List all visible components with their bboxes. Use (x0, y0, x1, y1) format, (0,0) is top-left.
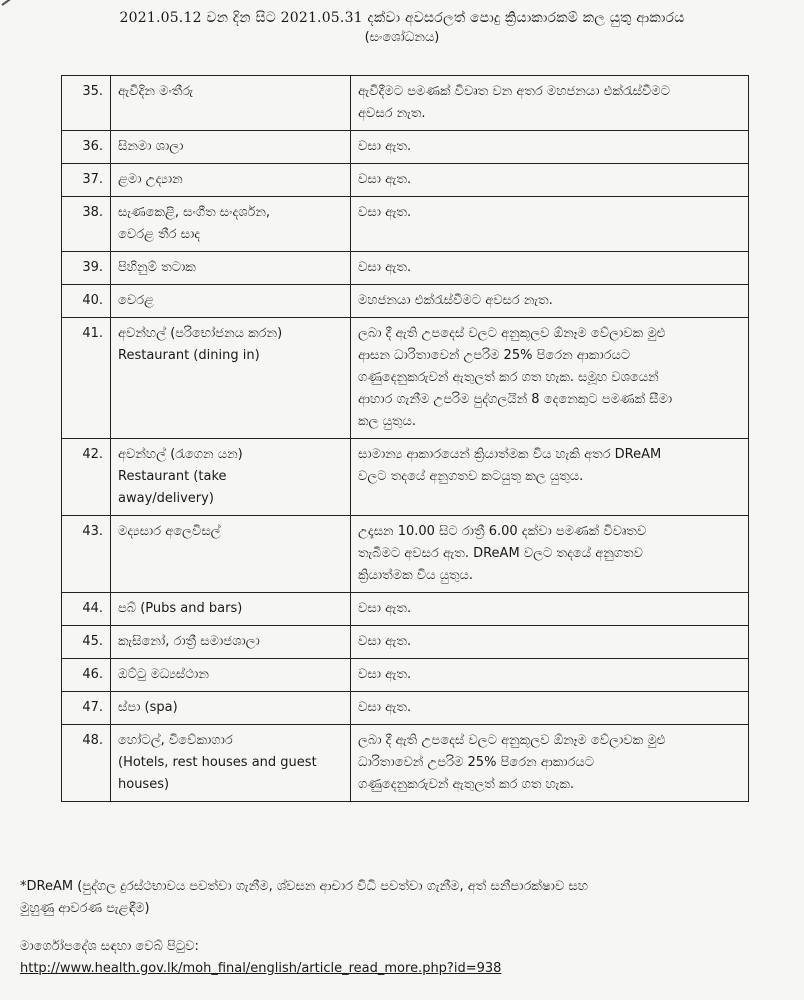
row-number: 41. (62, 318, 111, 439)
rule-text: සාමාන්‍ය ආකාරයෙන් ක්‍රියාත්මක විය හැකි අතර DReAM (358, 447, 662, 462)
row-number: 38. (62, 197, 111, 252)
guidelines-link[interactable]: http://www.health.gov.lk/moh_final/english/article_read_more.php?id=938 (20, 961, 502, 976)
rule-cell (351, 659, 749, 692)
sector-text: අවන්හල් (රැගෙන යන) (118, 447, 243, 462)
rule-text: වසා ඇත. (358, 260, 412, 275)
rule-cell (351, 131, 749, 164)
row-number: 36. (62, 131, 111, 164)
row-number: 45. (62, 626, 111, 659)
rule-cell (351, 285, 749, 318)
row-number: 40. (62, 285, 111, 318)
sector-text: Restaurant (take (118, 469, 227, 484)
rule-text: ලබා දී ඇති උපදෙස් වලට අනුකූලව ඕනෑම වේලාවක මුළු (358, 733, 666, 748)
rule-text: ගණුදෙනුකරුවන් ඇතුලත් කර ගත හැක. සමූහ වශයෙන් (358, 370, 659, 385)
corner-mark (1, 0, 20, 6)
row-number: 37. (62, 164, 111, 197)
rule-text: ඇවිදීමට පමණක් විවෘත වන අතර මහජනයා එක්රැස්වීමට (358, 84, 670, 99)
table-row (62, 131, 749, 164)
rule-cell (351, 164, 749, 197)
table-row (62, 318, 749, 439)
guidelines-section (20, 936, 501, 980)
footnote-line-2: මුහුණු ආවරණ පැළඳීම) (20, 901, 150, 916)
rule-text: වසා ඇත. (358, 172, 412, 187)
rule-text: වලට තදයේ අනුගතව කටයුතු කල යුතුය. (358, 469, 584, 484)
sector-text: හෝටල්, විවේකාගාර (118, 733, 233, 748)
sector-text: ළමා උද්‍යාන (118, 172, 183, 187)
rule-cell (351, 516, 749, 593)
rule-text: ධාරිතාවෙන් උපරිම 25% පිරෙන ආකාරයට (358, 755, 595, 770)
row-number: 39. (62, 252, 111, 285)
row-number: 46. (62, 659, 111, 692)
rule-text: වසා ඇත. (358, 634, 412, 649)
table-row (62, 659, 749, 692)
sector-cell (111, 164, 351, 197)
sector-cell (111, 197, 351, 252)
rule-text: වසා ඇත. (358, 601, 412, 616)
page-title: 2021.05.12 වන දින සිට 2021.05.31 දක්වා අවසරලත් පොදු ක්‍රියාකාරකම් කල යුතු ආකාරය (119, 10, 685, 26)
sector-cell (111, 516, 351, 593)
sector-text: අවන්හල් (පරිභෝජනය කරන) (118, 326, 283, 341)
rule-cell (351, 318, 749, 439)
page-subtitle: (සංශෝධනය) (364, 30, 440, 45)
rule-text: වසා ඇත. (358, 700, 412, 715)
sector-cell (111, 318, 351, 439)
row-number: 44. (62, 593, 111, 626)
table-row (62, 197, 749, 252)
rule-text: වසා ඇත. (358, 139, 412, 154)
sector-text: පිහිනුම් තටාක (118, 260, 196, 275)
rule-cell (351, 252, 749, 285)
row-number: 42. (62, 439, 111, 516)
table-row (62, 76, 749, 131)
activity-rules-table (61, 75, 749, 802)
row-number: 48. (62, 725, 111, 802)
rule-text: තැබීමට අවසර ඇත. DReAM වලට තදයේ අනුගතව (358, 546, 643, 561)
rule-cell (351, 692, 749, 725)
rule-text: මහජනයා එක්රැස්වීමට අවසර නැත. (358, 293, 553, 308)
table-row (62, 516, 749, 593)
sector-text: ඇවිදින මංතීරු (118, 84, 194, 99)
rule-text: අවසර නැත. (358, 106, 426, 121)
rule-text: ගණුදෙනුකරුවන් ඇතුලත් කර ගත හැක. (358, 777, 575, 792)
table-row (62, 164, 749, 197)
sector-text: කැසිනෝ, රාත්‍රී සමාජශාලා (118, 634, 260, 649)
rule-text: ක්‍රියාත්මක විය යුතුය. (358, 568, 473, 583)
sector-text: houses) (118, 777, 170, 792)
rule-text: ලබා දී ඇති උපදෙස් වලට අනුකූලව ඕනෑම වේලාවක මුළු (358, 326, 666, 341)
sector-text: මද්‍යසාර අලෙවිසල් (118, 524, 221, 539)
rule-cell (351, 76, 749, 131)
rule-cell (351, 626, 749, 659)
table-row (62, 252, 749, 285)
sector-cell (111, 285, 351, 318)
sector-text: වෙරළ තීර සාද (118, 227, 201, 242)
rule-text: උදෑසන 10.00 සිට රාත්‍රී 6.00 දක්වා පමණක් විවෘතව (358, 524, 647, 539)
footnote-line-1: *DReAM (පුද්ගල දුරස්ථභාවය පවත්වා ගැනීම, ශ්වසන ආචාර විධි පවත්වා ගැනීම, අත් සනීපාරක්ෂාව සහ (20, 879, 589, 894)
sector-cell (111, 76, 351, 131)
rule-cell (351, 439, 749, 516)
table-row (62, 692, 749, 725)
sector-cell (111, 725, 351, 802)
rules-table-body (62, 76, 749, 802)
sector-text: ස්පා (spa) (118, 700, 178, 715)
rule-text: ආහාර ගැනීම උපරිම පුද්ගලයින් 8 දෙනෙකුට පමණක් සීමා (358, 392, 673, 407)
sector-cell (111, 659, 351, 692)
rule-text: වසා ඇත. (358, 667, 412, 682)
sector-cell (111, 131, 351, 164)
row-number: 35. (62, 76, 111, 131)
guidelines-label: මාර්ගෝපදේශ සඳහා වෙබ් පිටුව: (20, 939, 199, 954)
sector-text: සිනමා ශාලා (118, 139, 184, 154)
rule-text: කල යුතුය. (358, 414, 416, 429)
table-row (62, 439, 749, 516)
document-header (0, 10, 804, 45)
sector-text: ඔට්ටු මධ්‍යස්ථාන (118, 667, 209, 682)
sector-text: (Hotels, rest houses and guest (118, 755, 317, 770)
footnote (20, 876, 588, 920)
sector-cell (111, 626, 351, 659)
sector-cell (111, 593, 351, 626)
table-row (62, 626, 749, 659)
sector-text: සැණකෙළි, සංගීත සංදර්ශන, (118, 205, 271, 220)
sector-text: වෙරළ (118, 293, 154, 308)
rule-text: වසා ඇත. (358, 205, 412, 220)
sector-text: පබ් (Pubs and bars) (118, 601, 243, 616)
table-row (62, 593, 749, 626)
sector-text: away/delivery) (118, 491, 214, 506)
row-number: 47. (62, 692, 111, 725)
sector-cell (111, 439, 351, 516)
rule-cell (351, 593, 749, 626)
table-row (62, 285, 749, 318)
rule-text: ආසන ධාරිතාවෙන් උපරිම 25% පිරෙන ආකාරයට (358, 348, 631, 363)
rule-cell (351, 197, 749, 252)
sector-cell (111, 692, 351, 725)
sector-cell (111, 252, 351, 285)
rule-cell (351, 725, 749, 802)
sector-text: Restaurant (dining in) (118, 348, 260, 363)
table-row (62, 725, 749, 802)
row-number: 43. (62, 516, 111, 593)
